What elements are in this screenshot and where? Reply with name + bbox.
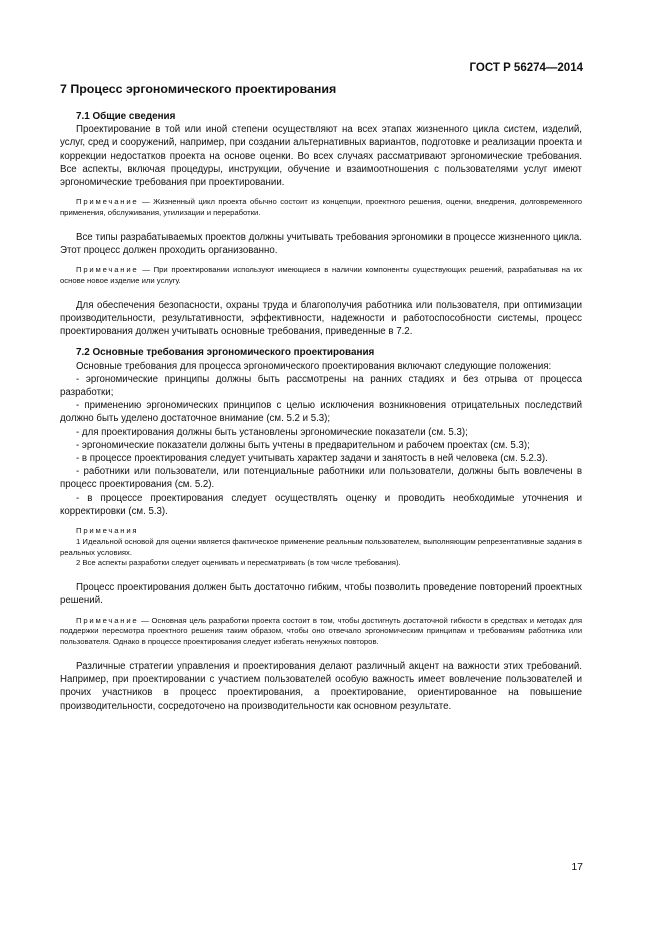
list-item: - применению эргономических принципов с целью исключения возникновения отрицательных последствий должно быть уделено достаточное внимание (см. 5.2 и 5.3); (60, 400, 582, 425)
note-label: Примечание (76, 265, 139, 275)
note: 2 Все аспекты разработки следует оценивать и пересматривать (в том числе требования). (76, 558, 401, 568)
note (60, 265, 582, 287)
subsection-heading-7-1: 7.1 Общие сведения (76, 111, 176, 122)
note-label: Примечание (76, 615, 139, 625)
note: 1 Идеальной основой для оценки является фактическое применение реальным пользователем, выполняющим репрезентативные задания в реальных условиях. (60, 536, 582, 557)
paragraph: Для обеспечения безопасности, охраны труда и благополучия работника или пользователя, при оптимизации производительности, результативности, эффективности, надежности и работоспособности системы, процесс проектирования должен учитывать основные требования, приведенные в 7.2. (60, 299, 582, 338)
list-item: - эргономические показатели должны быть учтены в предварительном и рабочем проектах (см. 5.3); (76, 439, 530, 451)
list-item: - в процессе проектирования следует осуществлять оценку и проводить необходимые уточнения и корректировки (см. 5.3). (60, 492, 582, 517)
note (60, 616, 582, 648)
page-number: 17 (571, 861, 583, 873)
paragraph: Процесс проектирования должен быть достаточно гибким, чтобы позволить проведение повторений проектных решений. (60, 582, 582, 607)
paragraph: Основные требования для процесса эргономического проектирования включают следующие положения: (76, 360, 552, 372)
note-label: Примечание (76, 197, 139, 207)
note-text: — Основная цель разработки проекта состоит в том, чтобы достигнуть достаточной гибкости в средствах и методах для поддержки пересмотра проектного решения таким образом, чтобы оно отвечало эргономическим принципам и требованиям работника или пользователя. Однако в процессе проектирования следует избегать ненужных повторов. (60, 615, 582, 647)
list-item: - в процессе проектирования следует учитывать характер задачи и занятость в ней человека (см. 5.2.3). (76, 453, 548, 465)
page-body (60, 110, 582, 713)
paragraph: Все типы разрабатываемых проектов должны учитывать требования эргономики в процессе жизненного цикла. Этот процесс должен проходить организованно. (60, 231, 582, 257)
note (60, 197, 582, 219)
note-text: — При проектировании используют имеющиеся в наличии компоненты существующих решений, разрабатывая на их основе новое изделие или услугу. (60, 265, 582, 286)
list-item: - для проектирования должны быть установлены эргономические показатели (см. 5.3); (76, 426, 468, 438)
list-item: - эргономические принципы должны быть рассмотрены на ранних стадиях и без отрыва от процесса разработки; (60, 373, 582, 399)
subsection-heading-7-2: 7.2 Основные требования эргономического проектирования (76, 347, 375, 359)
paragraph: Различные стратегии управления и проектирования делают различный акцент на важности этих требований. Например, при проектировании с участием пользователей особую важность имеет вовлечение пользователей и прочих участников в процесс проектирования, а проектирование, ориентированное на повышение производительности, сосредоточено на производительности как основном результате. (60, 661, 582, 712)
standard-designation: ГОСТ Р 56274—2014 (469, 62, 583, 74)
list-item: - работники или пользователи, или потенциальные работники или пользователи, должны быть вовлечены в процесс проектирования (см. 5.2). (60, 466, 582, 491)
paragraph: Проектирование в той или иной степени осуществляют на всех этапах жизненного цикла систем, изделий, услуг, сред и сооружений, например, при создании альтернативных вариантов, подготовке и реализации проекта и коррекции недостатков проекта на основе оценки. Во всех случаях рассматривают эргономические требования. Все аспекты, включая процедуры, инструкции, обучение и взаимоотношения с пользователями услуг имеют эргономические требования при проектировании. (60, 124, 582, 189)
note-text: — Жизненный цикл проекта обычно состоит из концепции, проектного решения, оценки, внедрения, долговременного применения, обслуживания, утилизации и переработки. (60, 197, 582, 218)
section-title: 7 Процесс эргономического проектирования (60, 82, 337, 96)
notes-heading: Примечания (76, 526, 139, 536)
